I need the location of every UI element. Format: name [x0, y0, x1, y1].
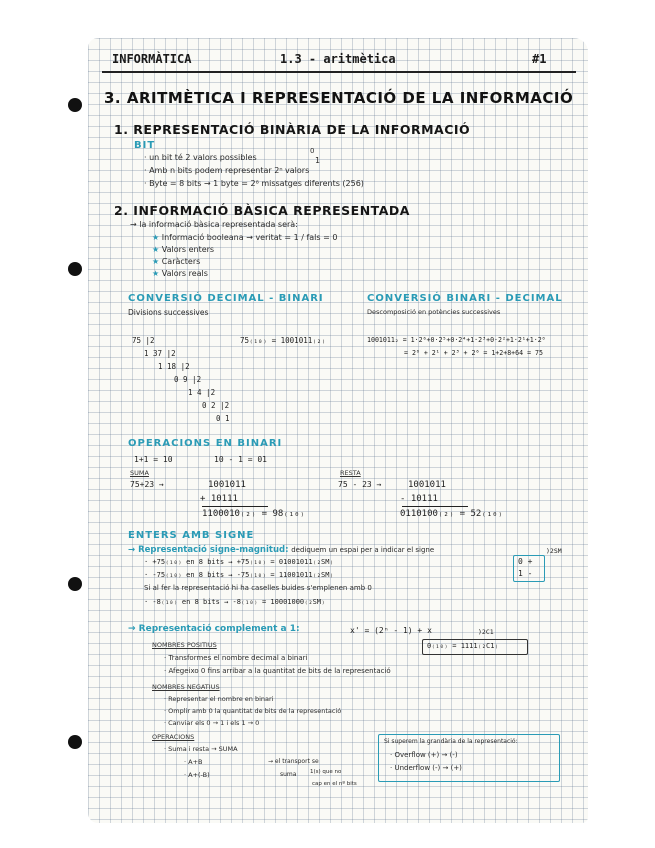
star-bullet-icon: ★	[152, 257, 162, 266]
resta-result: 0110100₍₂₎ = 52₍₁₀₎	[400, 509, 503, 519]
carry-note: cap en el nº bits	[312, 781, 357, 787]
division-line: 0 1	[216, 414, 230, 423]
section1-line: · Amb n bits podem representar 2ⁿ valors	[144, 166, 310, 175]
operacions-item: · A+(-B)	[184, 771, 210, 779]
section2-item-text: Valors reals	[161, 269, 208, 278]
section2-item-text: Caràcters	[161, 257, 201, 266]
overflow-line: · Overflow (+) → (-)	[390, 751, 458, 759]
grid-paper-sheet	[88, 38, 588, 823]
resta-row2: - 10111	[400, 494, 438, 504]
dec-bin-title: CONVERSIÓ DECIMAL - BINARI	[128, 293, 324, 304]
section2-item-text: Valors enters	[161, 245, 215, 254]
section2-item	[152, 233, 337, 242]
operacions-item: · Suma i resta → SUMA	[164, 745, 238, 753]
star-bullet-icon: ★	[152, 233, 162, 242]
sign-table-row: 0 +	[518, 557, 533, 566]
binder-hole	[68, 98, 82, 112]
binder-hole	[68, 262, 82, 276]
operacions-item: · A+B	[184, 758, 203, 766]
bin-dec-title: CONVERSIÓ BINARI - DECIMAL	[367, 293, 563, 304]
carry-note: suma	[280, 771, 297, 778]
sign-magnitude-example: · -75₍₁₀₎ en 8 bits → -75₍₁₀₎ = 11001011₍₂SM₎	[144, 571, 334, 579]
resta-expression: 75 - 23 →	[338, 480, 382, 489]
sign-magnitude-heading: → Representació signe-magnitud:	[128, 545, 289, 555]
positius-item: · Transformes el nombre decimal a binari	[164, 654, 308, 662]
sign-magnitude-tag: )2SM	[546, 547, 562, 555]
division-line: 0 2 |2	[202, 401, 230, 410]
section2-item	[152, 269, 208, 278]
dec-bin-result: 75₍₁₀₎ = 1001011₍₂₎	[240, 336, 326, 345]
negatius-item: · Canviar els 0 → 1 i els 1 → 0	[164, 719, 260, 727]
suma-row1: 1001011	[208, 480, 246, 490]
resta-sub-line	[402, 506, 468, 507]
binder-hole	[68, 577, 82, 591]
division-line: 1 37 |2	[144, 349, 176, 358]
sign-magnitude-example: · +75₍₁₀₎ en 8 bits → +75₍₁₀₎ = 01001011₍₂SM₎	[144, 558, 334, 566]
sign-table-row: 1 -	[518, 569, 533, 578]
positius-label: NOMBRES POSITIUS	[152, 641, 217, 649]
header-subject: INFORMÀTICA	[112, 52, 192, 66]
complement-formula: x' = (2ⁿ - 1) + x	[350, 626, 432, 635]
suma-expression: 75+23 →	[130, 480, 164, 489]
operation-basic: 1+1 = 10	[134, 455, 173, 464]
star-bullet-icon: ★	[152, 245, 162, 254]
positius-item: · Afegeixo 0 fins arribar a la quantitat de bits de la representació	[164, 667, 391, 675]
carry-note: → el transport se	[268, 758, 319, 765]
division-line: 1 18 |2	[158, 362, 190, 371]
division-line: 0 9 |2	[174, 375, 202, 384]
sign-magnitude-desc: dediquem un espai per a indicar el signe	[291, 546, 435, 554]
section2-intro: → la informació bàsica representada serà:	[130, 220, 298, 229]
operacions-label: OPERACIONS	[152, 733, 195, 741]
section2-heading: 2. INFORMACIÓ BÀSICA REPRESENTADA	[114, 203, 410, 218]
negatius-item: · Omplir amb 0 la quantitat de bits de la representació	[164, 707, 342, 715]
sign-magnitude-note: Si al fer la representació hi ha caselles buides s'emplenen amb 0	[144, 584, 372, 592]
bit-label: BIT	[134, 140, 156, 151]
suma-row2: + 10111	[200, 494, 238, 504]
operation-basic: 10 - 1 = 01	[214, 455, 267, 464]
section2-item	[152, 245, 214, 254]
bin-dec-line2: = 2⁰ + 2¹ + 2³ + 2⁶ = 1+2+8+64 = 75	[404, 349, 543, 357]
header-page-number: #1	[532, 52, 547, 66]
signed-title: ENTERS AMB SIGNE	[128, 530, 255, 541]
carry-note: 1(s) que no	[310, 769, 342, 775]
binder-hole	[68, 735, 82, 749]
sign-magnitude-line	[128, 545, 434, 555]
resta-label: RESTA	[340, 469, 361, 477]
complement-tag: )2C1	[478, 628, 494, 636]
bin-dec-subtitle: Descomposició en potències successives	[367, 308, 501, 316]
header-topic: 1.3 - aritmètica	[280, 52, 396, 66]
division-line: 75 |2	[132, 336, 155, 345]
complement-zero-value: 0₍₁₀₎ = 1111₍₂C1₎	[427, 642, 499, 650]
sign-magnitude-example: · -8₍₁₀₎ en 8 bits → -8₍₁₀₎ = 10001000₍₂SM₎	[144, 598, 326, 606]
suma-result: 1100010₍₂₎ = 98₍₁₀₎	[202, 509, 305, 519]
division-line: 1 4 |2	[188, 388, 216, 397]
suma-sum-line	[202, 506, 268, 507]
header-rule	[102, 71, 576, 73]
brace-value-0: 0	[310, 147, 315, 155]
overflow-line: · Underflow (-) → (+)	[390, 764, 462, 772]
section2-item-text: Informació booleana → veritat = 1 / fals = 0	[161, 233, 338, 242]
suma-label: SUMA	[130, 469, 149, 477]
overflow-title: Si superem la grandària de la representació:	[384, 738, 518, 745]
brace-value-1: 1	[315, 156, 321, 165]
resta-row1: 1001011	[408, 480, 446, 490]
section2-item	[152, 257, 200, 266]
negatius-label: NOMBRES NEGATIUS	[152, 683, 220, 691]
operations-title: OPERACIONS EN BINARI	[128, 438, 283, 449]
negatius-item: · Representar el nombre en binari	[164, 695, 274, 703]
dec-bin-subtitle: Divisions successives	[128, 308, 209, 317]
complement-heading: → Representació complement a 1:	[128, 624, 300, 634]
section1-line: · un bit té 2 valors possibles	[144, 153, 257, 162]
section1-line: · Byte = 8 bits → 1 byte = 2⁸ missatges diferents (256)	[144, 179, 364, 188]
page-title: 3. ARITMÈTICA I REPRESENTACIÓ DE LA INFORMACIÓ	[104, 89, 574, 107]
star-bullet-icon: ★	[152, 269, 162, 278]
bin-dec-line1: 1001011₂ = 1·2⁶+0·2⁵+0·2⁴+1·2³+0·2²+1·2¹+1·2⁰	[367, 336, 546, 344]
section1-heading: 1. REPRESENTACIÓ BINÀRIA DE LA INFORMACIÓ	[114, 122, 471, 137]
